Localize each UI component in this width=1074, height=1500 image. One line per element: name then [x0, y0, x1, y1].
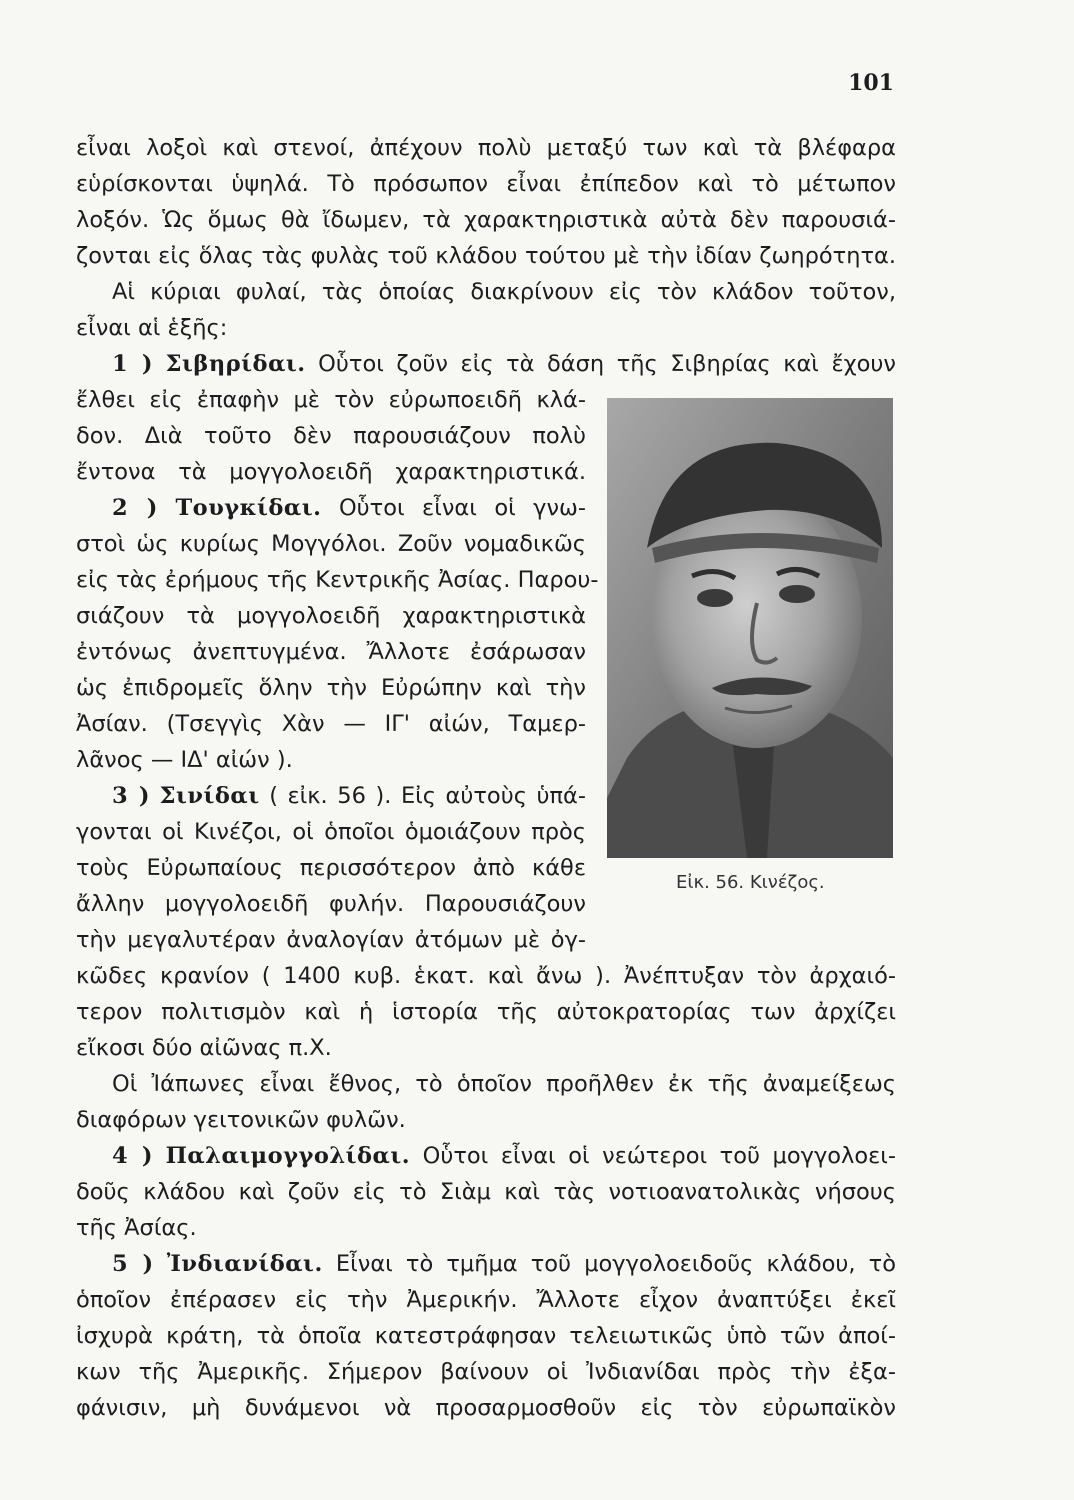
- text-line: εἰς τὰς ἐρήμους τῆς Κεντρικῆς Ἀσίας. Παρου-: [76, 567, 599, 593]
- section-text: Οὗτοι ζοῦν εἰς τὰ δάση τῆς Σιβηρίας καὶ ἔχουν: [318, 351, 896, 377]
- text-line: λοξόν. Ὡς ὅμως θὰ ἴδωμεν, τὰ χαρακτηριστικὰ αὐτὰ δὲν παρουσιά-: [76, 207, 896, 233]
- page-number: 101: [848, 70, 894, 96]
- section-title: Τουγκίδαι.: [175, 495, 322, 521]
- text-line: τοὺς Εὐρωπαίους περισσότερον ἀπὸ κάθε: [76, 855, 586, 881]
- section-number: 3 ): [112, 783, 151, 809]
- text-line: γονται οἱ Κινέζοι, οἱ ὁποῖοι ὁμοιάζουν πρὸς: [76, 819, 586, 845]
- text-line: ἔλθει εἰς ἐπαφὴν μὲ τὸν εὐρωποειδῆ κλά-: [76, 387, 586, 413]
- text-line: ἐντόνως ἀνεπτυγμένα. Ἄλλοτε ἐσάρωσαν: [76, 639, 586, 665]
- section-title: Σινίδαι: [159, 783, 260, 809]
- text-line: εἶναι λοξοὶ καὶ στενοί, ἀπέχουν πολὺ μεταξύ των καὶ τὰ βλέφαρα: [76, 135, 896, 161]
- section-number: 2 ): [112, 495, 158, 521]
- section-title: Σιβηρίδαι.: [165, 351, 306, 377]
- section-number: 4 ): [112, 1143, 154, 1169]
- text-line: ὡς ἐπιδρομεῖς ὅλην τὴν Εὐρώπην καὶ τὴν: [76, 675, 586, 701]
- section-text: ( εἰκ. 56 ). Εἰς αὐτοὺς ὑπά-: [269, 783, 586, 809]
- text-line: δοῦς κλάδου καὶ ζοῦν εἰς τὸ Σιὰμ καὶ τὰς νοτιοανατολικὰς νήσους: [76, 1179, 896, 1205]
- section-heading-line: [112, 346, 896, 382]
- text-line: τὴν μεγαλυτέραν ἀναλογίαν ἀτόμων μὲ ὀγ-: [76, 927, 586, 953]
- text-line: κῶδες κρανίον ( 1400 κυβ. ἑκατ. καὶ ἄνω ). Ἀνέπτυξαν τὸν ἀρχαιό-: [76, 963, 896, 989]
- section-text: Οὗτοι εἶναι οἱ γνω-: [338, 495, 587, 521]
- portrait-illustration: [607, 398, 893, 858]
- section-title: Ἰνδιανίδαι.: [166, 1251, 323, 1277]
- text-line: εἴκοσι δύο αἰῶνας π.Χ.: [76, 1035, 332, 1061]
- text-line: φάνισιν, μὴ δυνάμενοι νὰ προσαρμοσθοῦν εἰς τὸν εὐρωπαϊκὸν: [76, 1395, 896, 1421]
- text-line: ὁποῖον ἐπέρασεν εἰς τὴν Ἀμερικήν. Ἄλλοτε εἶχον ἀναπτύξει ἐκεῖ: [76, 1287, 896, 1313]
- section-heading-line: [112, 490, 586, 526]
- text-line: κων τῆς Ἀμερικῆς. Σήμερον βαίνουν οἱ Ἰνδιανίδαι πρὸς τὴν ἐξα-: [76, 1359, 896, 1385]
- text-line: ἄλλην μογγολοειδῆ φυλήν. Παρουσιάζουν: [76, 891, 586, 917]
- text-line: διαφόρων γειτονικῶν φυλῶν.: [76, 1107, 406, 1133]
- text-line: τῆς Ἀσίας.: [76, 1215, 197, 1241]
- section-heading-line: [112, 1246, 896, 1282]
- figure-caption: Εἰκ. 56. Κινέζος.: [676, 872, 825, 893]
- section-number: 1 ): [112, 351, 154, 377]
- section-heading-line: [112, 1138, 896, 1174]
- text-line: Οἱ Ἰάπωνες εἶναι ἔθνος, τὸ ὁποῖον προῆλθεν ἐκ τῆς ἀναμείξεως: [112, 1071, 896, 1097]
- text-line: εἶναι αἱ ἑξῆς:: [76, 315, 228, 341]
- text-line: ἔντονα τὰ μογγολοειδῆ χαρακτηριστικά.: [76, 459, 586, 485]
- section-heading-line: [112, 778, 586, 814]
- section-number: 5 ): [112, 1251, 154, 1277]
- text-line: Αἱ κύριαι φυλαί, τὰς ὁποίας διακρίνουν εἰς τὸν κλάδον τοῦτον,: [112, 279, 896, 305]
- text-line: τερον πολιτισμὸν καὶ ἡ ἱστορία τῆς αὐτοκρατορίας των ἀρχίζει: [76, 999, 896, 1025]
- section-text: Εἶναι τὸ τμῆμα τοῦ μογγολοειδοῦς κλάδου, τὸ: [335, 1251, 896, 1277]
- portrait-photo: [607, 398, 893, 858]
- text-line: ζονται εἰς ὅλας τὰς φυλὰς τοῦ κλάδου τούτου μὲ τὴν ἰδίαν ζωηρότητα.: [76, 243, 896, 269]
- text-line: ἰσχυρὰ κράτη, τὰ ὁποῖα κατεστράφησαν τελειωτικῶς ὑπὸ τῶν ἀποί-: [76, 1323, 896, 1349]
- text-line: Ἀσίαν. (Τσεγγὶς Χὰν — ΙΓ' αἰών, Ταμερ-: [76, 711, 586, 737]
- text-line: δον. Διὰ τοῦτο δὲν παρουσιάζουν πολὺ: [76, 423, 586, 449]
- text-line: στοὶ ὡς κυρίως Μογγόλοι. Ζοῦν νομαδικῶς: [76, 531, 586, 557]
- text-line: λᾶνος — ΙΔ' αἰών ).: [76, 747, 293, 773]
- section-title: Παλαιμογγολίδαι.: [165, 1143, 411, 1169]
- text-line: σιάζουν τὰ μογγολοειδῆ χαρακτηριστικὰ: [76, 603, 586, 629]
- text-line: εὑρίσκονται ὑψηλά. Τὸ πρόσωπον εἶναι ἐπίπεδον καὶ τὸ μέτωπον: [76, 171, 896, 197]
- section-text: Οὗτοι εἶναι οἱ νεώτεροι τοῦ μογγολοει-: [422, 1143, 897, 1169]
